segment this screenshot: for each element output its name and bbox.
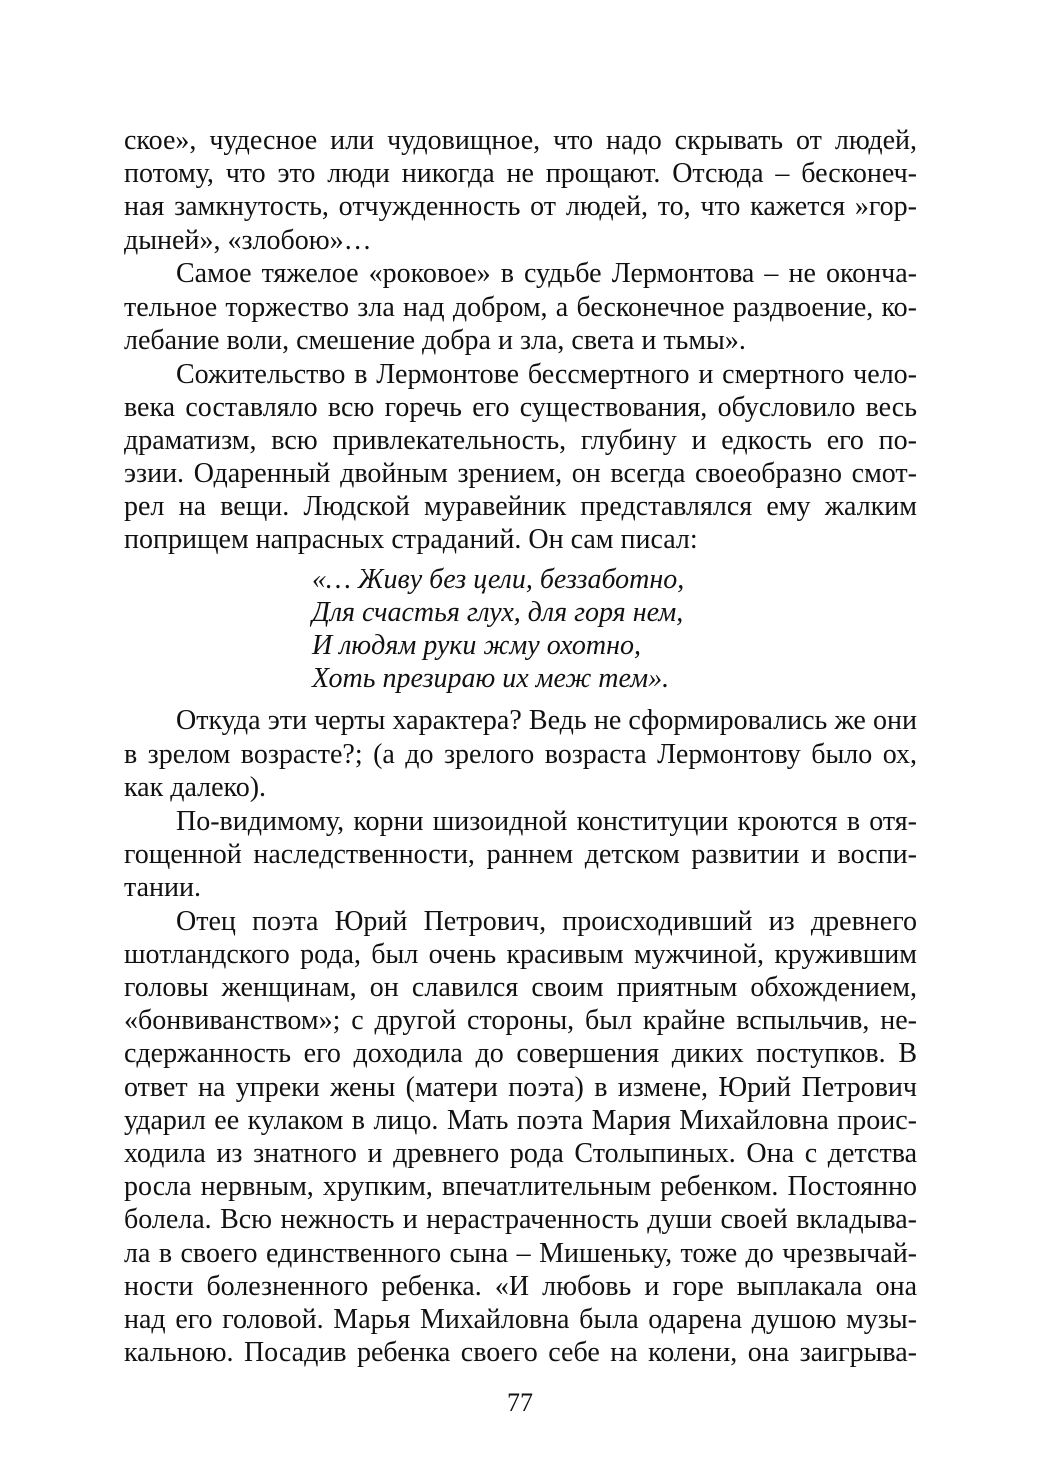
paragraph-1 bbox=[124, 124, 917, 257]
text-line: ности болезненного ребенка. «И любовь и горе выплакала она bbox=[124, 1270, 917, 1302]
text-line: века составляло всю горечь его существования, обусловило весь bbox=[124, 391, 917, 423]
poem-line: «… Живу без цели, беззаботно, bbox=[312, 563, 685, 595]
text-line: ная замкнутость, отчужденность от людей, то, что кажется »гор- bbox=[124, 191, 917, 223]
paragraph-4 bbox=[124, 704, 917, 804]
text-line: сдержанность его доходила до совершения диких поступков. В bbox=[124, 1038, 917, 1070]
paragraph-6 bbox=[124, 905, 917, 1370]
paragraph-5 bbox=[124, 805, 917, 905]
text-line: «бонвиванством»; с другой стороны, был крайне вспыльчив, не- bbox=[124, 1005, 917, 1037]
poem-line: Хоть презираю их меж тем». bbox=[312, 663, 670, 695]
text-line: ходила из знатного и древнего рода Столыпиных. Она с детства bbox=[124, 1138, 917, 1169]
text-line: эзии. Одаренный двойным зрением, он всегда своеобразно смот- bbox=[124, 458, 917, 490]
text-line: ударил ее кулаком в лицо. Мать поэта Мария Михайловна проис- bbox=[124, 1104, 917, 1136]
text-line: как далеко). bbox=[124, 771, 267, 803]
text-line: поприщем напрасных страданий. Он сам писал: bbox=[124, 524, 698, 556]
text-line: Сожительство в Лермонтове бессмертного и смертного чело- bbox=[176, 358, 917, 390]
text-line: гощенной наследственности, раннем детском развитии и воспи- bbox=[124, 838, 917, 870]
page-body bbox=[124, 124, 917, 1370]
page-number: 77 bbox=[507, 1388, 533, 1417]
text-line: тельное торжество зла над добром, а бесконечное раздвоение, ко- bbox=[124, 291, 917, 323]
text-line: над его головой. Марья Михайловна была одарена душою музы- bbox=[124, 1303, 917, 1335]
text-line: тании. bbox=[124, 871, 201, 903]
text-line: потому, что это люди никогда не прощают. Отсюда – бесконеч- bbox=[124, 158, 917, 190]
text-line: росла нервным, хрупким, впечатлительным ребенком. Постоянно bbox=[124, 1171, 917, 1203]
poem-line: И людям руки жму охотно, bbox=[312, 630, 641, 661]
text-line: в зрелом возрасте?; (а до зрелого возраста Лермонтову было ох, bbox=[124, 738, 917, 770]
paragraph-2 bbox=[124, 257, 917, 357]
text-line: ское», чудесное или чудовищное, что надо скрывать от людей, bbox=[124, 125, 917, 156]
text-line: Откуда эти черты характера? Ведь не сформировались же они bbox=[176, 705, 917, 737]
poem-quote bbox=[124, 563, 917, 696]
text-line: По-видимому, корни шизоидной конституции кроются в отя- bbox=[176, 805, 917, 837]
text-line: кальною. Посадив ребенка своего себе на колени, она заигрыва- bbox=[124, 1337, 917, 1369]
text-line: драматизм, всю привлекательность, глубину и едкость его по- bbox=[124, 424, 917, 456]
text-line: дыней», «злобою»… bbox=[124, 224, 372, 256]
text-line: Самое тяжелое «роковое» в судьбе Лермонтова – не оконча- bbox=[176, 258, 917, 290]
text-line: Отец поэта Юрий Петрович, происходивший из древнего bbox=[176, 905, 917, 937]
text-line: ла в своего единственного сына – Мишеньку, тоже до чрезвычай- bbox=[124, 1237, 917, 1269]
text-line: головы женщинам, он славился своим приятным обхождением, bbox=[124, 972, 917, 1004]
text-line: шотландского рода, был очень красивым мужчиной, кружившим bbox=[124, 938, 917, 970]
text-line: лебание воли, смешение добра и зла, света и тьмы». bbox=[124, 324, 746, 356]
paragraph-3 bbox=[124, 358, 917, 557]
poem-line: Для счастья глух, для горя нем, bbox=[312, 596, 684, 628]
text-line: болела. Всю нежность и нерастраченность души своей вкладыва- bbox=[124, 1204, 917, 1236]
text-line: рел на вещи. Людской муравейник представлялся ему жалким bbox=[124, 491, 917, 523]
text-line: ответ на упреки жены (матери поэта) в измене, Юрий Петрович bbox=[124, 1071, 917, 1103]
